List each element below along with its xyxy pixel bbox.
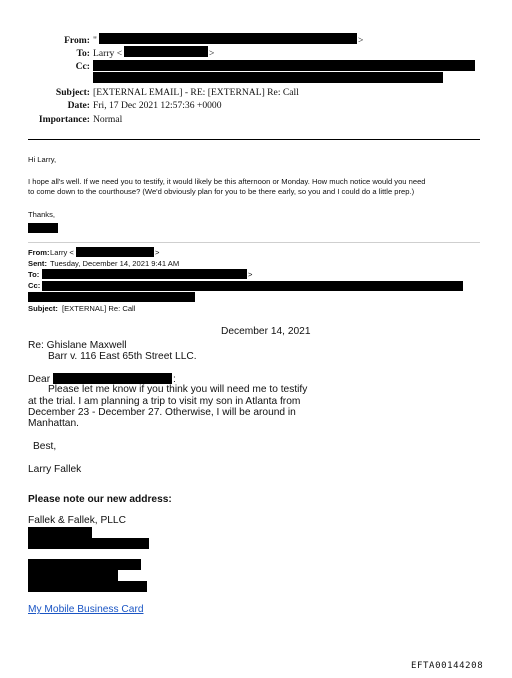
redaction-quoted-cc-line2: [28, 292, 195, 302]
header-subject-label: Subject:: [55, 87, 90, 98]
header-from-label: From:: [64, 35, 90, 46]
letter-re-line: Re: Ghislane Maxwell: [28, 340, 127, 351]
header-divider: [28, 139, 480, 140]
redaction-dear-name: [53, 373, 172, 384]
letter-para-line-3: December 23 - December 27. Otherwise, I will be around in: [28, 407, 296, 418]
header-importance: Normal: [93, 114, 123, 125]
redaction-from-address: [99, 33, 357, 44]
header-from-prefix: ": [93, 35, 97, 46]
header-cc-label: Cc:: [75, 61, 90, 72]
redaction-address-line-2: [28, 538, 149, 549]
reply-greeting: Hi Larry,: [28, 155, 57, 164]
letter-re-line-2: Barr v. 116 East 65th Street LLC.: [48, 351, 197, 362]
header-date: Fri, 17 Dec 2021 12:57:36 +0000: [93, 100, 222, 111]
quoted-cc-label: Cc:: [28, 281, 41, 290]
letter-para-line-4: Manhattan.: [28, 418, 79, 429]
redaction-to-address: [124, 46, 208, 57]
business-card-link[interactable]: My Mobile Business Card: [28, 604, 144, 615]
letter-para-line-2: at the trial. I am planning a trip to visit my son in Atlanta from: [28, 396, 301, 407]
quoted-from-suffix: >: [155, 248, 160, 257]
redaction-quoted-from: [76, 247, 154, 257]
letter-dear-suffix: :: [173, 374, 176, 385]
reply-line-2: to come down to the courthouse? (We'd obviously plan for you to be there early, so you and I could do a little prep.): [28, 187, 415, 196]
letter-signer-name: Larry Fallek: [28, 464, 82, 475]
redaction-phone-line-3: [28, 581, 147, 592]
letter-date: December 14, 2021: [221, 326, 311, 337]
quoted-sent: Tuesday, December 14, 2021 9:41 AM: [50, 259, 180, 268]
redaction-cc-line1: [93, 60, 475, 71]
redaction-quoted-to: [42, 269, 247, 279]
redaction-phone-line-1: [28, 559, 141, 570]
letter-para-line-1: Please let me know if you think you will need me to testify: [48, 384, 308, 395]
redaction-quoted-cc-line1: [42, 281, 463, 291]
quoted-subject-label: Subject:: [28, 304, 58, 313]
quoted-to-label: To:: [28, 270, 40, 279]
quoted-to-suffix: >: [248, 270, 253, 279]
quoted-sent-label: Sent:: [28, 259, 47, 268]
header-subject: [EXTERNAL EMAIL] - RE: [EXTERNAL] Re: Call: [93, 87, 299, 98]
redaction-address-line-1: [28, 527, 92, 538]
header-to-label: To:: [76, 48, 90, 59]
letter-address-note: Please note our new address:: [28, 494, 172, 505]
quoted-from-prefix: Larry <: [50, 248, 74, 257]
header-to-prefix: Larry <: [93, 48, 123, 59]
redaction-cc-line2: [93, 72, 443, 83]
letter-firm-name: Fallek & Fallek, PLLC: [28, 515, 126, 526]
redaction-signature: [28, 223, 58, 233]
reply-signoff: Thanks,: [28, 210, 56, 219]
reply-line-1: I hope all's well. If we need you to testify, it would likely be this afternoon or Monday. How much notice would you need: [28, 177, 426, 186]
letter-dear: Dear: [28, 374, 51, 385]
header-date-label: Date:: [67, 100, 90, 111]
quoted-from-label: From:: [28, 248, 50, 257]
header-from-suffix: >: [358, 35, 364, 46]
bates-number: EFTA00144208: [411, 661, 484, 671]
letter-best: Best,: [33, 441, 57, 452]
header-importance-label: Importance:: [38, 114, 90, 125]
quoted-subject: [EXTERNAL] Re: Call: [62, 304, 136, 313]
redaction-phone-line-2: [28, 570, 118, 581]
quoted-divider: [28, 242, 480, 243]
header-to-suffix: >: [209, 48, 215, 59]
